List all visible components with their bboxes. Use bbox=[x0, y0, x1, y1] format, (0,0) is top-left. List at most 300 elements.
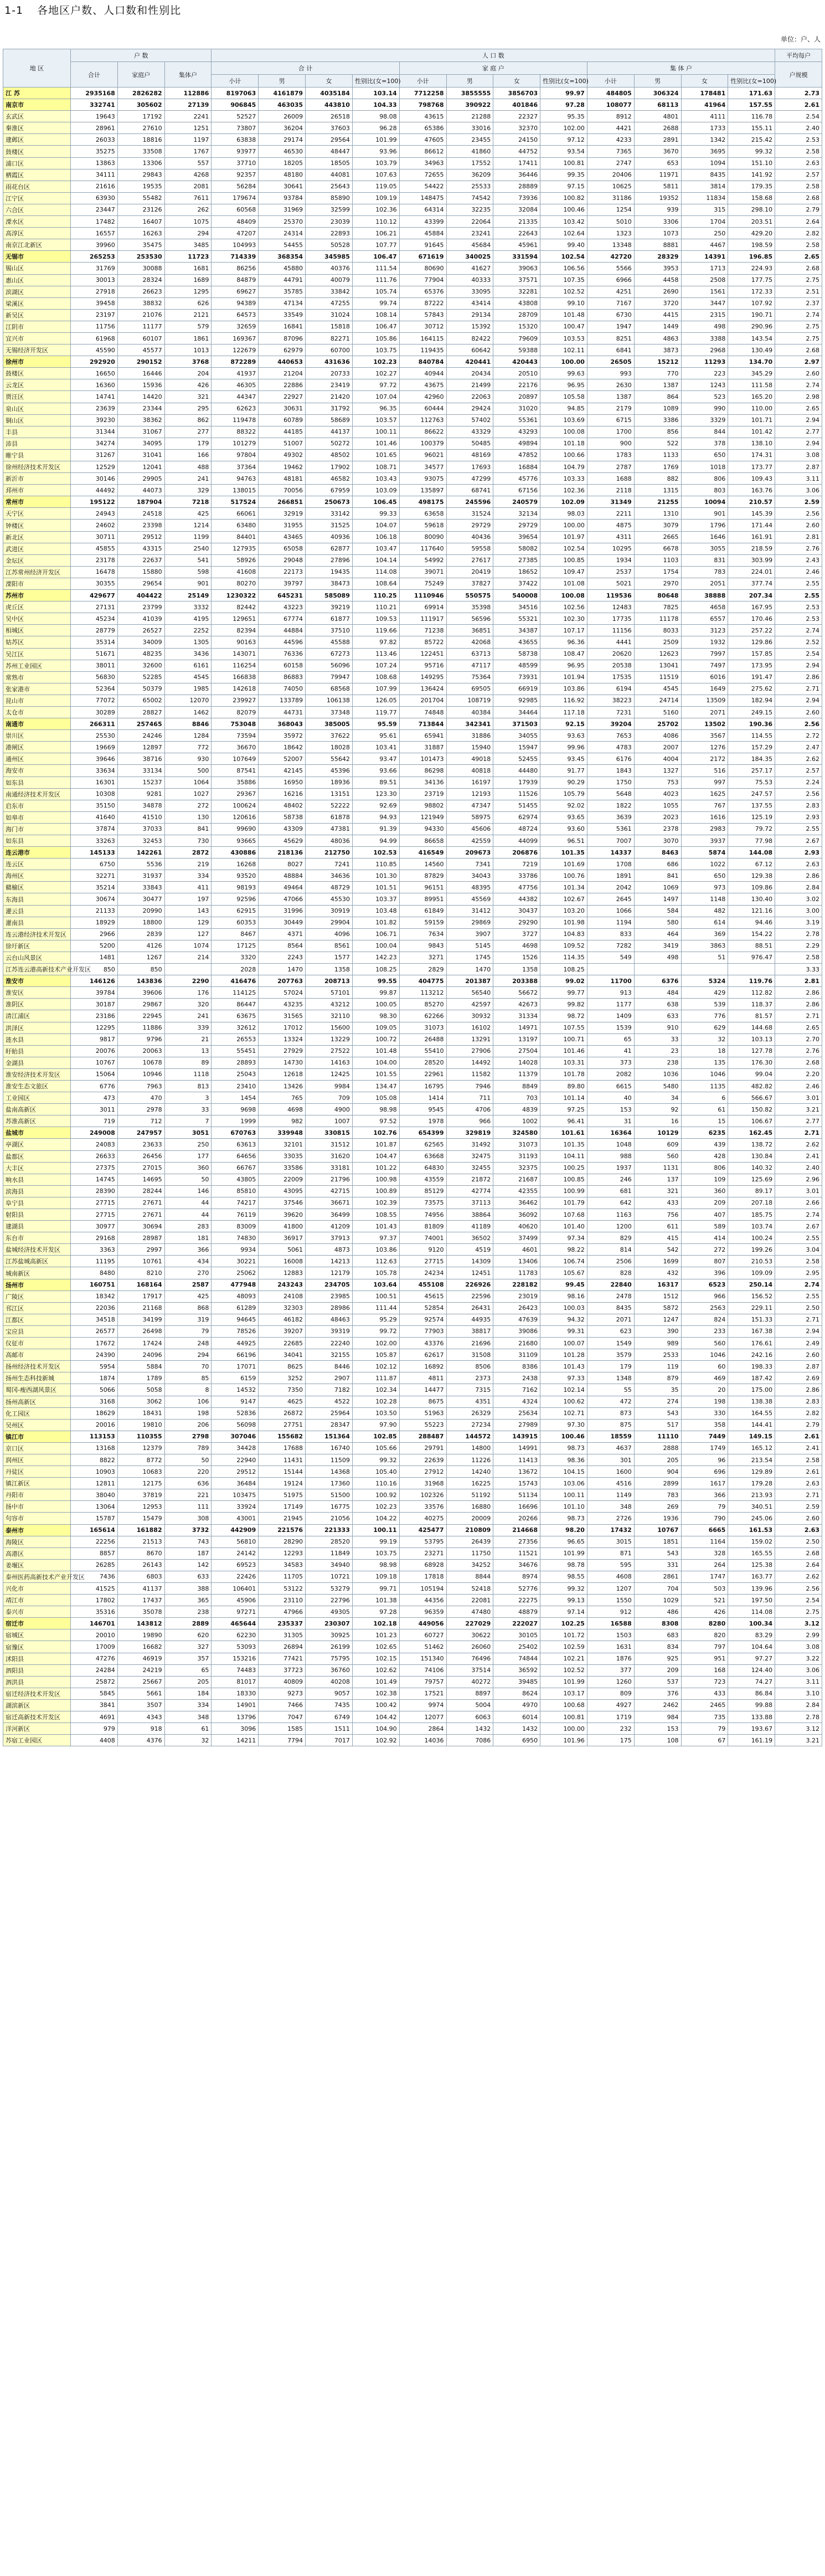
table-row bbox=[3, 1501, 822, 1513]
value-cell: 26329 bbox=[446, 1407, 493, 1419]
value-cell: 348 bbox=[587, 1501, 634, 1513]
value-cell: 3.12 bbox=[775, 1723, 822, 1735]
value-cell: 305602 bbox=[117, 99, 164, 111]
value-cell: 102.23 bbox=[352, 356, 399, 368]
value-cell: 1260 bbox=[587, 1676, 634, 1688]
value-cell: 29134 bbox=[446, 309, 493, 321]
header-total: 合 计 bbox=[212, 62, 399, 75]
value-cell: 105.87 bbox=[352, 1349, 399, 1361]
value-cell: 138015 bbox=[212, 485, 259, 496]
value-cell: 783 bbox=[681, 566, 728, 578]
value-cell: 47966 bbox=[259, 1606, 306, 1618]
table-row bbox=[3, 823, 822, 835]
value-cell: 20 bbox=[681, 1384, 728, 1396]
value-cell: 35316 bbox=[71, 1606, 118, 1618]
value-cell: 62230 bbox=[212, 1629, 259, 1641]
value-cell: 2.60 bbox=[775, 1349, 822, 1361]
value-cell: 190.36 bbox=[728, 718, 775, 730]
value-cell: 17535 bbox=[587, 671, 634, 683]
table-row bbox=[3, 1139, 822, 1150]
value-cell: 100.05 bbox=[352, 999, 399, 1010]
value-cell: 997 bbox=[681, 777, 728, 788]
table-row bbox=[3, 706, 822, 718]
value-cell: 34041 bbox=[259, 1349, 306, 1361]
value-cell: 58975 bbox=[446, 811, 493, 823]
value-cell: 37113 bbox=[446, 1197, 493, 1209]
value-cell: 63713 bbox=[446, 648, 493, 660]
value-cell: 33843 bbox=[117, 882, 164, 893]
value-cell: 52007 bbox=[259, 753, 306, 765]
value-cell: 99.97 bbox=[540, 88, 587, 99]
value-cell: 18028 bbox=[306, 742, 353, 753]
value-cell: 411 bbox=[164, 882, 212, 893]
value-cell: 93520 bbox=[212, 870, 259, 882]
value-cell: 36670 bbox=[212, 742, 259, 753]
table-row bbox=[3, 122, 822, 134]
value-cell: 790 bbox=[681, 1513, 728, 1524]
value-cell: 101.30 bbox=[352, 870, 399, 882]
value-cell: 55321 bbox=[493, 613, 540, 625]
value-cell: 12179 bbox=[306, 1267, 353, 1279]
value-cell: 98.36 bbox=[540, 1454, 587, 1466]
value-cell: 101.61 bbox=[540, 1127, 587, 1139]
table-row bbox=[3, 263, 822, 274]
value-cell: 100.72 bbox=[352, 1034, 399, 1045]
value-cell: 939 bbox=[634, 204, 681, 215]
value-cell: 390 bbox=[634, 1325, 681, 1337]
value-cell: 33508 bbox=[117, 146, 164, 157]
table-row bbox=[3, 1290, 822, 1302]
value-cell: 42720 bbox=[587, 251, 634, 263]
value-cell: 94763 bbox=[212, 473, 259, 485]
value-cell: 1432 bbox=[493, 1723, 540, 1735]
value-cell: 36502 bbox=[446, 1232, 493, 1244]
value-cell: 2.69 bbox=[775, 1372, 822, 1384]
value-cell: 73931 bbox=[493, 671, 540, 683]
value-cell: 543 bbox=[634, 1547, 681, 1559]
value-cell: 4467 bbox=[681, 239, 728, 251]
value-cell: 108.71 bbox=[352, 461, 399, 473]
value-cell: 864 bbox=[634, 391, 681, 403]
value-cell: 330815 bbox=[306, 1127, 353, 1139]
value-cell: 34636 bbox=[306, 870, 353, 882]
value-cell: 39204 bbox=[587, 718, 634, 730]
value-cell: 7946 bbox=[446, 1080, 493, 1092]
value-cell: 16317 bbox=[634, 1279, 681, 1290]
region-name-cell: 云台山风景区 bbox=[3, 952, 71, 963]
value-cell: 82442 bbox=[212, 601, 259, 613]
value-cell: 11293 bbox=[681, 356, 728, 368]
value-cell: 62266 bbox=[399, 1010, 446, 1022]
value-cell: 161.91 bbox=[728, 531, 775, 543]
region-name-cell: 阜宁县 bbox=[3, 1197, 71, 1209]
value-cell: 13064 bbox=[71, 1501, 118, 1513]
value-cell: 2997 bbox=[117, 1244, 164, 1256]
value-cell: 61878 bbox=[306, 811, 353, 823]
value-cell: 45906 bbox=[212, 1595, 259, 1606]
value-cell: 48180 bbox=[259, 169, 306, 181]
value-cell: 2829 bbox=[399, 964, 446, 975]
table-row bbox=[3, 1629, 822, 1641]
value-cell: 611 bbox=[634, 1221, 681, 1232]
value-cell: 32 bbox=[164, 1735, 212, 1746]
value-cell: 3419 bbox=[634, 940, 681, 952]
value-cell: 24246 bbox=[117, 730, 164, 742]
value-cell: 41137 bbox=[117, 1583, 164, 1595]
value-cell: 48599 bbox=[493, 660, 540, 671]
value-cell: 2.66 bbox=[775, 1197, 822, 1209]
region-name-cell: 海安市 bbox=[3, 765, 71, 777]
value-cell: 106138 bbox=[306, 695, 353, 706]
value-cell: 11705 bbox=[259, 1571, 306, 1582]
value-cell: 142.23 bbox=[352, 952, 399, 963]
value-cell: 262 bbox=[164, 204, 212, 215]
value-cell: 60700 bbox=[306, 345, 353, 356]
value-cell: 20434 bbox=[446, 368, 493, 379]
value-cell: 18642 bbox=[259, 742, 306, 753]
value-cell: 26633 bbox=[71, 1150, 118, 1162]
value-cell: 900 bbox=[587, 438, 634, 449]
value-cell: 390922 bbox=[446, 99, 493, 111]
value-cell: 1749 bbox=[681, 1442, 728, 1454]
value-cell: 806 bbox=[681, 473, 728, 485]
value-cell: 2290 bbox=[164, 975, 212, 987]
table-row bbox=[3, 811, 822, 823]
value-cell: 43223 bbox=[259, 601, 306, 613]
value-cell: 31109 bbox=[493, 1349, 540, 1361]
value-cell: 103.09 bbox=[352, 485, 399, 496]
value-cell: 103.79 bbox=[352, 157, 399, 169]
value-cell: 104.83 bbox=[540, 928, 587, 940]
value-cell: 48879 bbox=[493, 1606, 540, 1618]
value-cell: 266851 bbox=[259, 496, 306, 508]
value-cell: 1432 bbox=[446, 1723, 493, 1735]
value-cell: 139.96 bbox=[728, 1583, 775, 1595]
value-cell: 127 bbox=[164, 928, 212, 940]
value-cell: 39654 bbox=[493, 531, 540, 543]
value-cell: 2978 bbox=[117, 1104, 164, 1115]
value-cell: 112.82 bbox=[728, 987, 775, 999]
value-cell: 53279 bbox=[306, 1583, 353, 1595]
value-cell: 61877 bbox=[306, 613, 353, 625]
value-cell: 3079 bbox=[634, 520, 681, 531]
value-cell: 112763 bbox=[399, 414, 446, 426]
value-cell: 19890 bbox=[117, 1629, 164, 1641]
value-cell: 111.58 bbox=[728, 379, 775, 391]
region-name-cell: 润州区 bbox=[3, 1454, 71, 1466]
value-cell: 14391 bbox=[681, 251, 728, 263]
value-cell: 20063 bbox=[117, 1045, 164, 1057]
value-cell: 101.35 bbox=[540, 847, 587, 858]
value-cell: 814 bbox=[587, 1244, 634, 1256]
value-cell: 4035184 bbox=[306, 88, 353, 99]
value-cell: 14800 bbox=[446, 1442, 493, 1454]
value-cell: 107649 bbox=[212, 753, 259, 765]
region-name-cell: 广陵区 bbox=[3, 1290, 71, 1302]
value-cell: 429.20 bbox=[728, 228, 775, 239]
value-cell: 5536 bbox=[117, 858, 164, 870]
value-cell: 414 bbox=[681, 1232, 728, 1244]
value-cell: 2.68 bbox=[775, 345, 822, 356]
value-cell: 52285 bbox=[117, 671, 164, 683]
region-name-cell: 建湖县 bbox=[3, 1221, 71, 1232]
value-cell: 1769 bbox=[634, 461, 681, 473]
value-cell: 69627 bbox=[212, 286, 259, 297]
value-cell: 33134 bbox=[117, 765, 164, 777]
value-cell: 407 bbox=[681, 1209, 728, 1221]
region-name-cell: 宿迁市 bbox=[3, 1618, 71, 1629]
value-cell: 10625 bbox=[587, 181, 634, 192]
table-row bbox=[3, 1361, 822, 1372]
value-cell: 99.32 bbox=[352, 1454, 399, 1466]
value-cell: 328 bbox=[681, 1547, 728, 1559]
value-cell: 238 bbox=[634, 1057, 681, 1068]
value-cell: 75249 bbox=[399, 578, 446, 589]
value-cell: 179 bbox=[164, 438, 212, 449]
value-cell: 125.69 bbox=[728, 1174, 775, 1185]
value-cell: 653 bbox=[634, 157, 681, 169]
value-cell: 7017 bbox=[306, 1735, 353, 1746]
value-cell: 8463 bbox=[634, 847, 681, 858]
value-cell: 56098 bbox=[212, 1419, 259, 1431]
value-cell: 681 bbox=[587, 1185, 634, 1197]
value-cell: 500 bbox=[164, 765, 212, 777]
value-cell: 14240 bbox=[446, 1466, 493, 1478]
table-row bbox=[3, 169, 822, 181]
value-cell: 5324 bbox=[681, 975, 728, 987]
value-cell: 503 bbox=[681, 1583, 728, 1595]
value-cell: 2172 bbox=[681, 753, 728, 765]
value-cell: 1254 bbox=[587, 204, 634, 215]
value-cell: 396 bbox=[681, 1267, 728, 1279]
value-cell: 146 bbox=[164, 1185, 212, 1197]
value-cell: 100.46 bbox=[540, 204, 587, 215]
value-cell: 19435 bbox=[306, 566, 353, 578]
value-cell: 101.99 bbox=[540, 1676, 587, 1688]
value-cell: 2891 bbox=[634, 134, 681, 146]
value-cell: 100.03 bbox=[540, 1302, 587, 1314]
value-cell: 1074 bbox=[164, 940, 212, 952]
value-cell: 21076 bbox=[117, 309, 164, 321]
value-cell: 162.45 bbox=[728, 1127, 775, 1139]
value-cell: 38832 bbox=[117, 297, 164, 309]
region-name-cell: 湖滨新区 bbox=[3, 1699, 71, 1711]
value-cell: 92.02 bbox=[540, 800, 587, 811]
value-cell: 2.73 bbox=[775, 88, 822, 99]
value-cell: 12811 bbox=[71, 1478, 118, 1489]
value-cell: 97.37 bbox=[352, 1232, 399, 1244]
value-cell: 8197063 bbox=[212, 88, 259, 99]
value-cell: 11521 bbox=[493, 1547, 540, 1559]
value-cell: 13 bbox=[164, 1045, 212, 1057]
value-cell: 94.99 bbox=[352, 835, 399, 847]
value-cell: 94.46 bbox=[728, 917, 775, 928]
value-cell: 753048 bbox=[212, 718, 259, 730]
value-cell: 360 bbox=[164, 1162, 212, 1174]
value-cell: 34043 bbox=[446, 870, 493, 882]
value-cell: 44596 bbox=[259, 636, 306, 648]
value-cell: 1295 bbox=[164, 286, 212, 297]
region-name-cell: 南通经济技术开发区 bbox=[3, 788, 71, 800]
value-cell: 43808 bbox=[493, 297, 540, 309]
value-cell: 2.60 bbox=[775, 520, 822, 531]
value-cell: 16 bbox=[634, 1115, 681, 1127]
value-cell: 31996 bbox=[259, 905, 306, 917]
value-cell: 1470 bbox=[259, 964, 306, 975]
region-name-cell: 吴中区 bbox=[3, 613, 71, 625]
table-row bbox=[3, 1302, 822, 1314]
value-cell: 62974 bbox=[493, 811, 540, 823]
value-cell: 918 bbox=[117, 1723, 164, 1735]
value-cell: 2.55 bbox=[775, 578, 822, 589]
value-cell: 1934 bbox=[587, 554, 634, 566]
table-row bbox=[3, 1396, 822, 1407]
value-cell: 56540 bbox=[446, 987, 493, 999]
value-cell: 101.10 bbox=[540, 1501, 587, 1513]
header-family-sexratio: 性别比(女=100) bbox=[540, 75, 587, 88]
value-cell: 831 bbox=[681, 554, 728, 566]
value-cell: 433 bbox=[634, 1197, 681, 1209]
value-cell: 24284 bbox=[71, 1664, 118, 1676]
value-cell: 1110946 bbox=[399, 590, 446, 601]
value-cell: 2540 bbox=[164, 543, 212, 554]
value-cell: 15936 bbox=[117, 379, 164, 391]
value-cell: 21872 bbox=[446, 1174, 493, 1185]
region-name-cell: 江都区 bbox=[3, 1314, 71, 1325]
value-cell: 43465 bbox=[259, 531, 306, 543]
value-cell: 841 bbox=[164, 823, 212, 835]
value-cell: 31512 bbox=[306, 1139, 353, 1150]
value-cell: 101.42 bbox=[728, 426, 775, 438]
value-cell: 99.40 bbox=[540, 239, 587, 251]
value-cell: 3320 bbox=[212, 952, 259, 963]
value-cell: 101.78 bbox=[540, 1068, 587, 1080]
value-cell: 40208 bbox=[306, 1676, 353, 1688]
value-cell: 650 bbox=[681, 449, 728, 461]
value-cell: 206876 bbox=[493, 847, 540, 858]
value-cell: 104.64 bbox=[728, 1641, 775, 1653]
value-cell: 32271 bbox=[71, 870, 118, 882]
value-cell: 2537 bbox=[587, 566, 634, 578]
value-cell: 102.62 bbox=[352, 1664, 399, 1676]
value-cell: 48724 bbox=[493, 823, 540, 835]
value-cell: 16884 bbox=[493, 461, 540, 473]
value-cell: 2630 bbox=[587, 379, 634, 391]
value-cell: 96.41 bbox=[540, 1115, 587, 1127]
value-cell: 85890 bbox=[306, 192, 353, 204]
value-cell: 35398 bbox=[446, 601, 493, 613]
table-row bbox=[3, 1150, 822, 1162]
value-cell: 32453 bbox=[117, 835, 164, 847]
value-cell: 15392 bbox=[446, 321, 493, 332]
value-cell: 96.95 bbox=[540, 379, 587, 391]
value-cell: 23447 bbox=[71, 204, 118, 215]
value-cell: 6776 bbox=[71, 1080, 118, 1092]
value-cell: 101.22 bbox=[352, 1162, 399, 1174]
value-cell: 41189 bbox=[446, 1221, 493, 1232]
value-cell: 26009 bbox=[259, 111, 306, 122]
region-name-cell: 泗阳县 bbox=[3, 1664, 71, 1676]
city-row bbox=[3, 99, 822, 111]
value-cell: 2.58 bbox=[775, 146, 822, 157]
value-cell: 102.92 bbox=[352, 1735, 399, 1746]
table-row bbox=[3, 146, 822, 157]
value-cell: 2726 bbox=[587, 1513, 634, 1524]
value-cell: 105.78 bbox=[352, 1267, 399, 1279]
value-cell: 99.82 bbox=[540, 999, 587, 1010]
value-cell: 63930 bbox=[71, 192, 118, 204]
table-row bbox=[3, 940, 822, 952]
value-cell: 99.74 bbox=[352, 297, 399, 309]
value-cell: 41525 bbox=[71, 1583, 118, 1595]
value-cell: 2.40 bbox=[775, 122, 822, 134]
table-row bbox=[3, 1466, 822, 1478]
value-cell: 79 bbox=[164, 1325, 212, 1337]
region-name-cell: 太仓市 bbox=[3, 706, 71, 718]
value-cell: 20009 bbox=[446, 1513, 493, 1524]
region-name-cell: 泗洪县 bbox=[3, 1676, 71, 1688]
value-cell: 482.82 bbox=[728, 1080, 775, 1092]
region-name-cell: 宿迁高新技术开发区 bbox=[3, 1711, 71, 1723]
value-cell: 179674 bbox=[212, 192, 259, 204]
value-cell: 683 bbox=[634, 1629, 681, 1641]
value-cell: 339948 bbox=[259, 1127, 306, 1139]
value-cell: 14309 bbox=[446, 1256, 493, 1267]
value-cell: 135897 bbox=[399, 485, 446, 496]
value-cell: 110.85 bbox=[352, 858, 399, 870]
value-cell: 340025 bbox=[446, 251, 493, 263]
value-cell: 80690 bbox=[399, 263, 446, 274]
value-cell: 30449 bbox=[259, 917, 306, 928]
value-cell: 89 bbox=[164, 1057, 212, 1068]
value-cell: 106.71 bbox=[352, 928, 399, 940]
value-cell: 101.48 bbox=[352, 1045, 399, 1057]
value-cell: 119435 bbox=[399, 345, 446, 356]
value-cell: 101.14 bbox=[540, 1092, 587, 1104]
value-cell: 1348 bbox=[587, 1372, 634, 1384]
value-cell: 21288 bbox=[446, 111, 493, 122]
region-name-cell: 新北区 bbox=[3, 531, 71, 543]
value-cell: 111.76 bbox=[352, 274, 399, 286]
value-cell: 584 bbox=[634, 905, 681, 917]
region-name-cell: 崇川区 bbox=[3, 730, 71, 742]
value-cell: 44347 bbox=[212, 391, 259, 403]
value-cell: 99.31 bbox=[540, 1325, 587, 1337]
value-cell: 2.62 bbox=[775, 1139, 822, 1150]
value-cell: 9934 bbox=[212, 1244, 259, 1256]
region-name-cell: 如东县 bbox=[3, 777, 71, 788]
value-cell: 1148 bbox=[681, 893, 728, 905]
value-cell: 119.77 bbox=[352, 706, 399, 718]
value-cell: 10295 bbox=[587, 543, 634, 554]
value-cell: 22173 bbox=[259, 566, 306, 578]
value-cell: 2042 bbox=[587, 882, 634, 893]
region-name-cell: 工业园区 bbox=[3, 1092, 71, 1104]
value-cell: 17672 bbox=[71, 1338, 118, 1349]
value-cell: 3386 bbox=[634, 414, 681, 426]
value-cell: 82422 bbox=[446, 332, 493, 344]
value-cell: 116254 bbox=[212, 660, 259, 671]
region-name-cell: 相城区 bbox=[3, 625, 71, 636]
value-cell: 2.37 bbox=[775, 297, 822, 309]
value-cell: 19462 bbox=[259, 461, 306, 473]
value-cell: 35972 bbox=[259, 730, 306, 742]
region-name-cell: 化工园区 bbox=[3, 1407, 71, 1419]
value-cell: 44 bbox=[164, 1209, 212, 1221]
value-cell: 2.54 bbox=[775, 1595, 822, 1606]
region-name-cell: 天宁区 bbox=[3, 508, 71, 520]
value-cell: 1526 bbox=[493, 952, 540, 963]
